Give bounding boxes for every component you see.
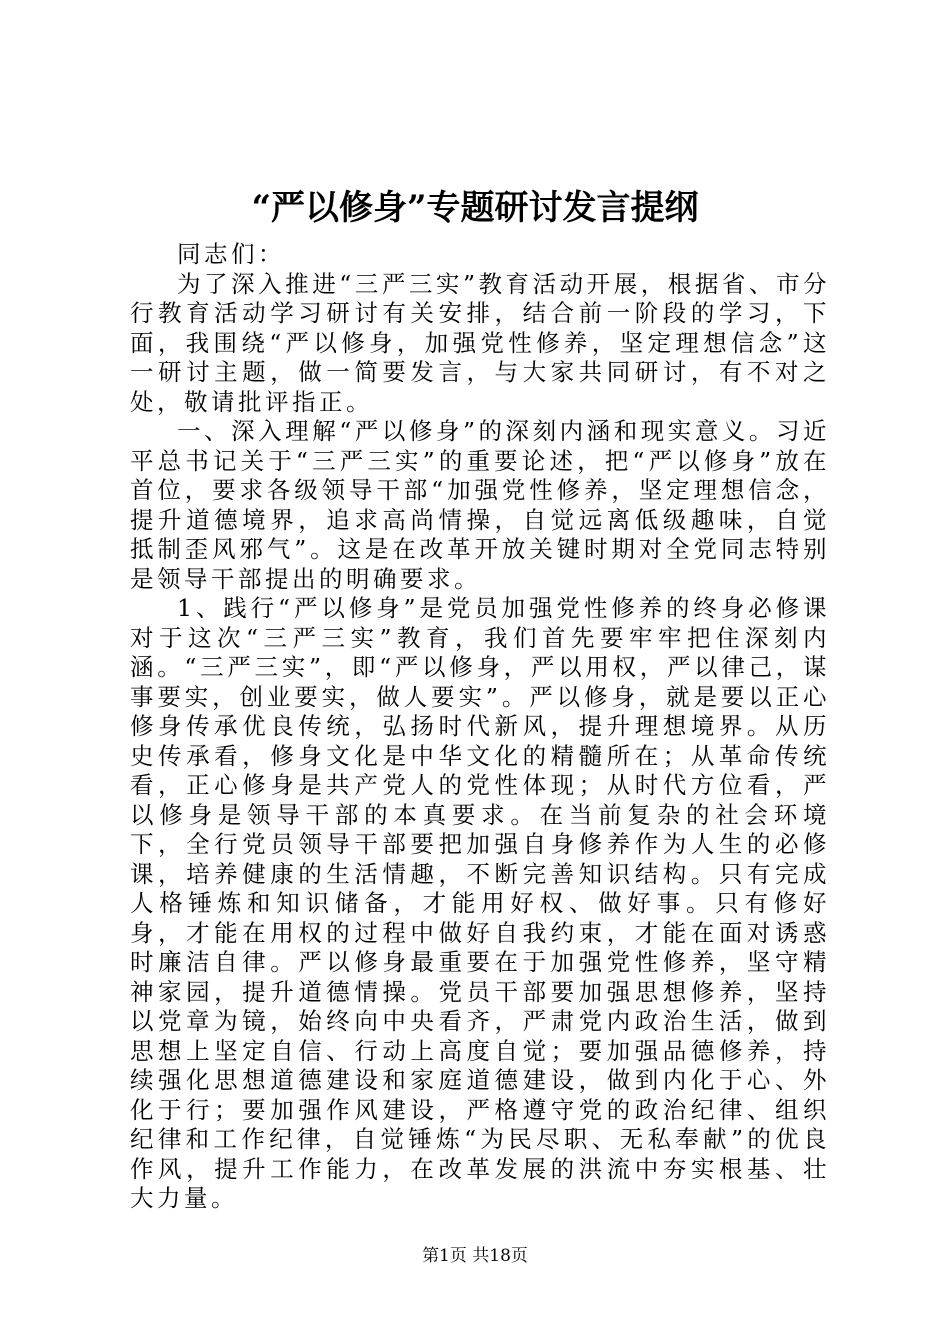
greeting-paragraph: 同志们：: [177, 240, 285, 268]
document-body: [130, 240, 830, 1214]
page-number-footer: 第1页 共18页: [422, 1246, 528, 1266]
document-title: “严以修身”专题研讨发言提纲: [251, 188, 699, 228]
intro-paragraph: 为了深入推进“三严三实”教育活动开展，根据省、市分行教育活动学习研讨有关安排，结合前一阶段的学习，下面，我围绕“严以修身，加强党性修养，坚定理想信念”这一研讨主题，做一简要发言，与大家共同研讨，有不对之处，敬请批评指正。: [130, 269, 830, 416]
section-one-paragraph: 一、深入理解“严以修身”的深刻内涵和现实意义。习近平总书记关于“三严三实”的重要论述，把“严以修身”放在首位，要求各级领导干部“加强党性修养，坚定理想信念，提升道德境界，追求高尚情操，自觉远离低级趣味，自觉抵制歪风邪气”。这是在改革开放关键时期对全党同志特别是领导干部提出的明确要求。: [130, 417, 830, 593]
point-one-paragraph: 1、践行“严以修身”是党员加强党性修养的终身必修课对于这次“三严三实”教育，我们首先要牢牢把住深刻内涵。“三严三实”，即“严以修身，严以用权，严以律己，谋事要实，创业要实，做人要实”。严以修身，就是要以正心修身传承优良传统，弘扬时代新风，提升理想境界。从历史传承看，修身文化是中华文化的精髓所在；从革命传统看，正心修身是共产党人的党性体现；从时代方位看，严以修身是领导干部的本真要求。在当前复杂的社会环境下，全行党员领导干部要把加强自身修养作为人生的必修课，培养健康的生活情趣，不断完善知识结构。只有完成人格锤炼和知识储备，才能用好权、做好事。只有修好身，才能在用权的过程中做好自我约束，才能在面对诱惑时廉洁自律。严以修身最重要在于加强党性修养，坚守精神家园，提升道德情操。党员干部要加强思想修养，坚持以党章为镜，始终向中央看齐，严肃党内政治生活，做到思想上坚定自信、行动上高度自觉；要加强品德修养，持续强化思想道德建设和家庭道德建设，做到内化于心、外化于行；要加强作风建设，严格遵守党的政治纪律、组织纪律和工作纪律，自觉锤炼“为民尽职、无私奉献”的优良作风，提升工作能力，在改革发展的洪流中夯实根基、壮大力量。: [130, 594, 830, 1212]
